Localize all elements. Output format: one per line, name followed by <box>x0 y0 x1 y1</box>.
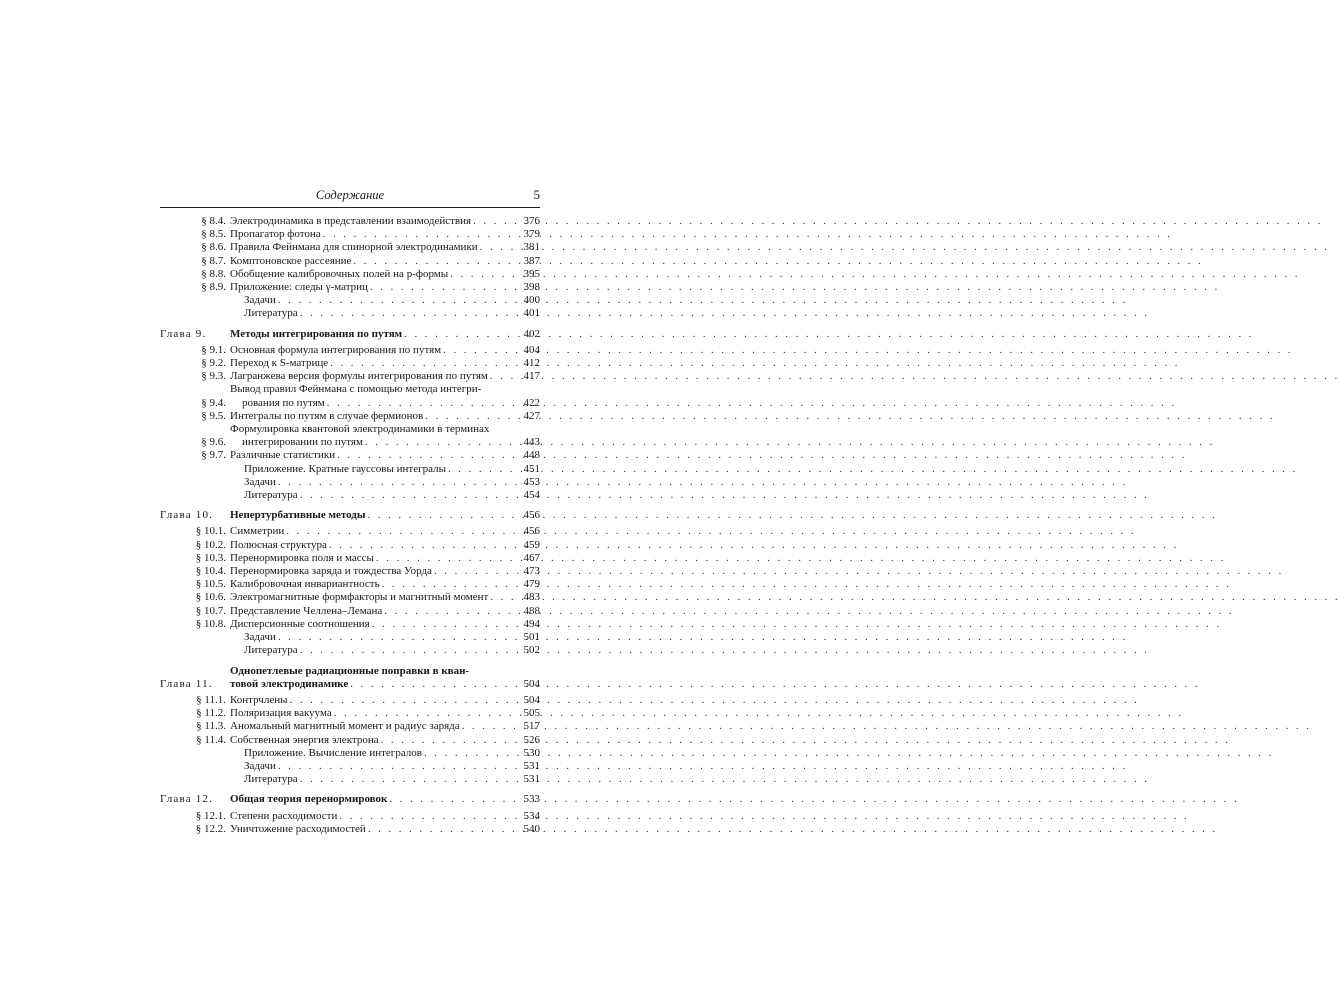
dot-leader <box>443 344 1293 357</box>
dot-leader <box>450 268 1300 281</box>
toc-entry <box>160 631 540 644</box>
toc-page-number: 456 <box>523 509 540 522</box>
toc-page-number: 505 <box>523 707 540 720</box>
toc-section-number: § 9.2. <box>201 357 226 370</box>
toc-page-number: 467 <box>523 551 540 564</box>
toc-title: Приложение: следы γ-матриц <box>230 281 368 294</box>
toc-chapter <box>160 793 540 806</box>
toc-page-number: 479 <box>523 578 540 591</box>
toc-entry <box>160 618 540 631</box>
dot-leader <box>339 810 1189 823</box>
header-page-number: 5 <box>533 187 540 202</box>
toc-title: Пропагатор фотона <box>230 228 321 241</box>
toc-title: Задачи <box>244 631 276 644</box>
dot-leader <box>365 436 1215 449</box>
toc-section-number: § 8.4. <box>201 215 226 227</box>
toc-title: Переход к S-матрице <box>230 357 329 370</box>
dot-leader <box>323 228 1173 241</box>
toc-entry <box>160 823 540 836</box>
toc-section-number: § 12.2. <box>195 822 226 835</box>
running-header <box>160 185 540 208</box>
toc-section-number: § 11.3. <box>196 720 226 733</box>
toc-entry <box>160 773 540 786</box>
toc-title: Общая теория перенормировок <box>230 793 388 806</box>
toc-title: Литература <box>244 644 298 657</box>
toc-entry <box>160 591 540 604</box>
toc-page-number: 456 <box>523 525 540 538</box>
toc-section-number: § 10.6. <box>195 591 226 604</box>
toc-page-number: 459 <box>523 538 540 551</box>
toc-title: Электромагнитные формфакторы и магнитный момент <box>230 591 489 604</box>
toc-section-number: § 8.7. <box>201 254 226 267</box>
dot-leader <box>300 644 1150 657</box>
toc-title-line-2: товой электродинамике <box>230 677 349 690</box>
toc-section-number: § 10.4. <box>195 565 226 578</box>
toc-title: Степени расходимости <box>230 809 338 822</box>
dot-leader <box>350 678 1200 691</box>
toc-page-number: 504 <box>523 693 540 706</box>
toc-page-number: 427 <box>523 409 540 422</box>
toc-page-number: 376 <box>523 215 540 227</box>
toc-title: Калибровочная инвариантность <box>230 578 380 591</box>
toc-section-number: § 8.6. <box>201 241 226 254</box>
toc-title-line-1: Однопетлевые радиационные поправки в кван- <box>230 664 470 677</box>
toc-entry <box>160 747 540 760</box>
toc-title: Представление Челлена–Лемана <box>230 604 383 617</box>
toc-title: Перенормировка поля и массы <box>230 551 374 564</box>
toc-page-number: 488 <box>523 604 540 617</box>
toc-section-number: § 10.7. <box>195 604 226 617</box>
toc-chapter-label: Глава 9. <box>160 327 207 340</box>
dot-leader <box>367 509 1217 522</box>
dot-leader <box>490 370 1340 383</box>
toc-title: Комптоновское рассеяние <box>230 254 352 267</box>
toc-title: Основная формула интегрирования по путям <box>230 343 442 356</box>
toc-title: Задачи <box>244 759 276 772</box>
toc-chapter-label: Глава 12. <box>160 793 214 806</box>
toc-section-number: § 8.5. <box>201 228 226 241</box>
toc-page-number: 526 <box>523 733 540 746</box>
toc-section-number: § 12.1. <box>195 809 226 822</box>
toc-title: Литература <box>244 489 298 502</box>
toc-title: Уничтожение расходимостей <box>230 822 366 835</box>
dot-leader <box>334 707 1184 720</box>
dot-leader <box>353 255 1203 268</box>
toc-page-number: 381 <box>523 241 540 254</box>
toc-chapter-label: Глава 11. <box>160 677 213 690</box>
toc-title: Приложение. Кратные гауссовы интегралы <box>244 462 446 475</box>
toc-entry <box>160 565 540 578</box>
toc-chapter-label: Глава 10. <box>160 509 214 522</box>
dot-leader <box>300 307 1150 320</box>
toc-title: Правила Фейнмана для спинорной электродинамики <box>230 241 478 254</box>
toc-entry <box>160 644 540 657</box>
dot-leader <box>286 525 1136 538</box>
dot-leader <box>462 720 1312 733</box>
toc-page-number: 398 <box>523 281 540 294</box>
toc-page-number: 483 <box>523 591 540 604</box>
toc-entry <box>160 268 540 281</box>
toc-entry <box>160 281 540 294</box>
toc-entry <box>160 463 540 476</box>
toc-page-number: 454 <box>523 489 540 502</box>
toc-section-number: § 10.5. <box>195 578 226 591</box>
dot-leader <box>448 463 1298 476</box>
toc-entry <box>160 357 540 370</box>
toc-page-number: 400 <box>523 294 540 307</box>
toc-section-number: § 9.5. <box>201 409 226 422</box>
toc-title: Различные статистики <box>230 449 336 462</box>
dot-leader <box>278 294 1128 307</box>
toc-page-number: 387 <box>523 254 540 267</box>
toc-entry <box>160 760 540 773</box>
toc-page-number: 379 <box>523 228 540 241</box>
toc-title: Интегралы по путям в случае фермионов <box>230 409 424 422</box>
toc-title-line-2: рования по путям <box>242 396 325 409</box>
toc-section-number: § 11.2. <box>196 707 226 720</box>
dot-leader <box>327 397 1177 410</box>
dot-leader <box>278 476 1128 489</box>
toc-title: Дисперсионные соотношения <box>230 617 370 630</box>
toc-entry <box>160 410 540 423</box>
toc-title: Литература <box>244 773 298 786</box>
toc-entry <box>160 241 540 254</box>
toc-title-line-2: интегрировании по путям <box>242 436 363 449</box>
toc-title: Симметрии <box>230 525 285 538</box>
toc-entry <box>160 294 540 307</box>
toc-entry <box>160 215 540 228</box>
toc-section-number: § 9.6. <box>201 436 226 449</box>
toc-page-number: 453 <box>523 475 540 488</box>
dot-leader <box>278 631 1128 644</box>
toc-section-number: § 9.4. <box>201 396 226 409</box>
toc-section-number: § 9.1. <box>201 343 226 356</box>
toc-title: Обобщение калибровочных полей на p-формы <box>230 267 449 280</box>
toc-title: Приложение. Вычисление интегралов <box>244 746 422 759</box>
toc-title: Литература <box>244 307 298 320</box>
toc-entry <box>160 734 540 747</box>
toc-entry <box>160 344 540 357</box>
toc-entry <box>160 810 540 823</box>
dot-leader <box>376 552 1226 565</box>
dot-leader <box>425 410 1275 423</box>
toc-title: Задачи <box>244 475 276 488</box>
dot-leader <box>490 591 1340 604</box>
toc-page-number: 402 <box>523 327 540 340</box>
toc-title: Методы интегрирования по путям <box>230 327 403 340</box>
dot-leader <box>368 823 1218 836</box>
toc-section-number: § 10.3. <box>195 551 226 564</box>
toc-page-number: 502 <box>523 644 540 657</box>
dot-leader <box>300 489 1150 502</box>
dot-leader <box>329 539 1179 552</box>
toc-page-number: 504 <box>523 677 540 690</box>
toc-section-number: § 11.1. <box>196 693 226 706</box>
toc-entry <box>160 423 540 449</box>
dot-leader <box>480 241 1330 254</box>
toc-title-line-1: Формулировка квантовой электродинамики в терминах <box>230 423 490 436</box>
toc-entry <box>160 449 540 462</box>
dot-leader <box>278 760 1128 773</box>
toc-section-number: § 9.3. <box>201 370 226 383</box>
toc-page-number: 501 <box>523 631 540 644</box>
toc-title: Полюсная структура <box>230 538 327 551</box>
header-title: Содержание <box>315 188 385 202</box>
toc-page-number: 443 <box>523 436 540 449</box>
toc-page-number: 422 <box>523 396 540 409</box>
toc-entry <box>160 694 540 707</box>
dot-leader <box>300 773 1150 786</box>
table-of-contents <box>160 215 540 836</box>
dot-leader <box>290 694 1140 707</box>
toc-entry <box>160 383 540 409</box>
toc-page-number: 448 <box>523 449 540 462</box>
toc-entry <box>160 720 540 733</box>
toc-page-number: 494 <box>523 617 540 630</box>
toc-entry <box>160 525 540 538</box>
toc-chapter <box>160 509 540 522</box>
toc-page-number: 531 <box>523 773 540 786</box>
toc-title: Аномальный магнитный момент и радиус заряда <box>230 720 460 733</box>
toc-page-number: 395 <box>523 267 540 280</box>
toc-entry <box>160 476 540 489</box>
toc-entry <box>160 255 540 268</box>
toc-chapter <box>160 328 540 341</box>
toc-title: Непертурбативные методы <box>230 509 366 522</box>
toc-entry <box>160 228 540 241</box>
dot-leader <box>473 215 1323 228</box>
toc-section-number: § 9.7. <box>201 449 226 462</box>
toc-entry <box>160 489 540 502</box>
toc-title: Контрчлены <box>230 693 288 706</box>
toc-entry <box>160 552 540 565</box>
toc-title: Электродинамика в представлении взаимодействия <box>230 215 472 227</box>
toc-section-number: § 8.9. <box>201 281 226 294</box>
toc-page-number: 534 <box>523 809 540 822</box>
dot-leader <box>434 565 1284 578</box>
toc-section-number: § 10.2. <box>195 538 226 551</box>
toc-page-number: 401 <box>523 307 540 320</box>
toc-page-number: 473 <box>523 565 540 578</box>
toc-chapter <box>160 665 540 691</box>
toc-page-number: 412 <box>523 357 540 370</box>
toc-title: Лагранжева версия формулы интегрирования по путям <box>230 370 488 383</box>
toc-entry <box>160 539 540 552</box>
toc-page-number: 451 <box>523 462 540 475</box>
toc-section-number: § 11.4. <box>196 733 226 746</box>
toc-title: Поляризация вакуума <box>230 707 332 720</box>
toc-section-number: § 10.1. <box>195 525 226 538</box>
toc-entry <box>160 370 540 383</box>
toc-section-number: § 10.8. <box>195 617 226 630</box>
toc-entry <box>160 578 540 591</box>
toc-title: Собственная энергия электрона <box>230 733 379 746</box>
toc-page-number: 404 <box>523 343 540 356</box>
toc-title: Перенормировка заряда и тождества Уорда <box>230 565 432 578</box>
dot-leader <box>424 747 1274 760</box>
dot-leader <box>372 618 1222 631</box>
dot-leader <box>330 357 1180 370</box>
toc-page-number: 417 <box>523 370 540 383</box>
toc-page-number: 531 <box>523 759 540 772</box>
toc-entry <box>160 707 540 720</box>
toc-entry <box>160 307 540 320</box>
toc-title: Задачи <box>244 294 276 307</box>
toc-page-number: 517 <box>523 720 540 733</box>
toc-section-number: § 8.8. <box>201 267 226 280</box>
toc-page-number: 530 <box>523 746 540 759</box>
toc-page-number: 533 <box>523 793 540 806</box>
dot-leader <box>370 281 1220 294</box>
dot-leader <box>337 449 1187 462</box>
toc-page-number: 540 <box>523 822 540 835</box>
toc-title-line-1: Вывод правил Фейнмана с помощью метода интегри- <box>230 383 482 396</box>
toc-entry <box>160 605 540 618</box>
